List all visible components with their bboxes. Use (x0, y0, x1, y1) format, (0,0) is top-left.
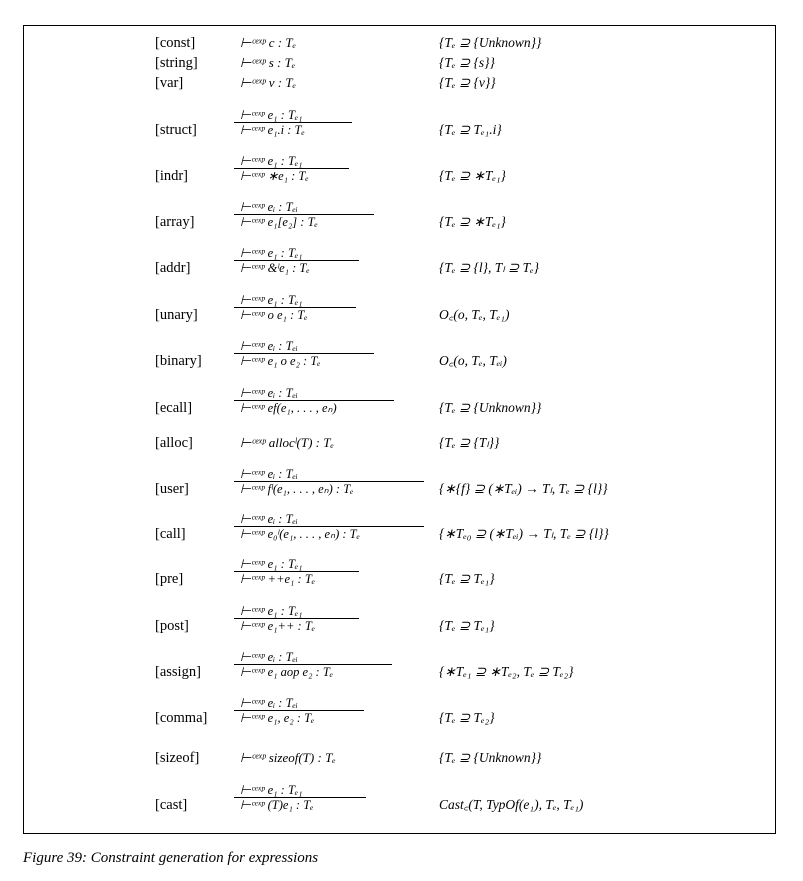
rule-premise: ⊢ᶜᵉˣᵖ e₁ : Tₑ₁ (240, 246, 303, 260)
rule-premise: ⊢ᶜᵉˣᵖ eᵢ : Tₑᵢ (240, 512, 298, 526)
rule-premise: ⊢ᶜᵉˣᵖ eᵢ : Tₑᵢ (240, 386, 298, 400)
rule-constraint: Cast꜀(T, TypOf(e₁), Tₑ, Tₑ₁) (439, 797, 584, 812)
inference-rule (234, 650, 392, 679)
rule-conclusion: ⊢ᶜᵉˣᵖ e₁, e₂ : Tₑ (240, 711, 315, 725)
rule-label: [pre] (155, 571, 184, 587)
rule-conclusion: ⊢ᶜᵉˣᵖ c : Tₑ (240, 35, 296, 50)
rule-conclusion: ⊢ᶜᵉˣᵖ e₁.i : Tₑ (240, 123, 305, 137)
inference-rule (234, 512, 424, 541)
rule-constraint: {∗Tₑ₀ ⊇ (∗Tₑᵢ) → Tₗ, Tₑ ⊇ {l}} (439, 526, 609, 541)
rule-constraint: {Tₑ ⊇ Tₑ₁} (439, 618, 495, 633)
rule-conclusion: ⊢ᶜᵉˣᵖ ∗e₁ : Tₑ (240, 169, 309, 183)
rule-row-indr (24, 154, 775, 184)
rule-row-assign (24, 650, 775, 680)
rule-premise: ⊢ᶜᵉˣᵖ eᵢ : Tₑᵢ (240, 467, 298, 481)
rule-constraint: {Tₑ ⊇ {s}} (439, 55, 495, 70)
rule-premise: ⊢ᶜᵉˣᵖ eᵢ : Tₑᵢ (240, 696, 298, 710)
rule-conclusion: ⊢ᶜᵉˣᵖ e₀ˡ(e₁, . . . , eₙ) : Tₑ (240, 527, 360, 541)
rule-conclusion: ⊢ᶜᵉˣᵖ sizeof(T) : Tₑ (240, 750, 336, 765)
inference-rule (234, 293, 356, 322)
rule-row-sizeof (24, 750, 775, 766)
rule-label: [indr] (155, 168, 189, 184)
rule-constraint: {Tₑ ⊇ Tₑ₁.i} (439, 122, 502, 137)
rule-constraint: {Tₑ ⊇ ∗Tₑ₁} (439, 168, 506, 183)
rule-label: [string] (155, 55, 198, 71)
rule-conclusion: ⊢ᶜᵉˣᵖ v : Tₑ (240, 75, 296, 90)
rule-constraint: {Tₑ ⊇ {l}, Tₗ ⊇ Tₑ} (439, 260, 540, 275)
rule-conclusion: ⊢ᶜᵉˣᵖ (T)e₁ : Tₑ (240, 798, 314, 812)
inference-rule (234, 339, 374, 368)
inference-rule (234, 696, 364, 725)
rule-row-struct (24, 108, 775, 138)
rule-row-unary (24, 293, 775, 323)
rule-constraint: {Tₑ ⊇ {Tₗ}} (439, 435, 500, 450)
rule-row-call (24, 512, 775, 542)
rule-conclusion: ⊢ᶜᵉˣᵖ ++e₁ : Tₑ (240, 572, 316, 586)
rule-constraint: {∗{f} ⊇ (∗Tₑᵢ) → Tₗ, Tₑ ⊇ {l}} (439, 481, 608, 496)
inference-rule (234, 108, 352, 137)
inference-rule (234, 246, 359, 275)
rule-premise: ⊢ᶜᵉˣᵖ eᵢ : Tₑᵢ (240, 339, 298, 353)
inference-rule (234, 154, 349, 183)
rule-label: [cast] (155, 797, 188, 813)
rule-conclusion: ⊢ᶜᵉˣᵖ allocˡ(T) : Tₑ (240, 435, 334, 450)
rule-label: [call] (155, 526, 186, 542)
rule-premise: ⊢ᶜᵉˣᵖ e₁ : Tₑ₁ (240, 557, 303, 571)
rule-constraint: {Tₑ ⊇ {Unknown}} (439, 400, 542, 415)
rule-constraint: {Tₑ ⊇ {v}} (439, 75, 496, 90)
inference-rule (234, 386, 394, 415)
rule-row-cast (24, 783, 775, 813)
rule-row-var (24, 75, 775, 91)
rule-row-binary (24, 339, 775, 369)
rule-label: [comma] (155, 710, 208, 726)
rule-label: [ecall] (155, 400, 193, 416)
rule-row-string (24, 55, 775, 71)
rule-constraint: {∗Tₑ₁ ⊇ ∗Tₑ₂, Tₑ ⊇ Tₑ₂} (439, 664, 574, 679)
rule-row-post (24, 604, 775, 634)
figure-caption: Figure 39: Constraint generation for expressions (23, 850, 319, 866)
rule-row-addr (24, 246, 775, 276)
rule-conclusion: ⊢ᶜᵉˣᵖ o e₁ : Tₑ (240, 308, 308, 322)
rule-conclusion: ⊢ᶜᵉˣᵖ e₁++ : Tₑ (240, 619, 316, 633)
rule-label: [var] (155, 75, 184, 91)
rule-label: [alloc] (155, 435, 193, 451)
rule-constraint: {Tₑ ⊇ Tₑ₁} (439, 571, 495, 586)
rule-conclusion: ⊢ᶜᵉˣᵖ e₁[e₂] : Tₑ (240, 215, 318, 229)
rule-row-array (24, 200, 775, 230)
rule-conclusion: ⊢ᶜᵉˣᵖ e₁ o e₂ : Tₑ (240, 354, 321, 368)
inference-rule (234, 604, 359, 633)
rule-constraint: {Tₑ ⊇ {Unknown}} (439, 750, 542, 765)
inference-rule (234, 783, 366, 812)
rule-conclusion: ⊢ᶜᵉˣᵖ s : Tₑ (240, 55, 296, 70)
rule-premise: ⊢ᶜᵉˣᵖ e₁ : Tₑ₁ (240, 783, 303, 797)
rule-premise: ⊢ᶜᵉˣᵖ e₁ : Tₑ₁ (240, 293, 303, 307)
rule-label: [assign] (155, 664, 201, 680)
rule-label: [array] (155, 214, 195, 230)
rule-label: [binary] (155, 353, 202, 369)
rule-constraint: O꜀(o, Tₑ, Tₑᵢ) (439, 353, 507, 368)
rule-conclusion: ⊢ᶜᵉˣᵖ fˡ(e₁, . . . , eₙ) : Tₑ (240, 482, 354, 496)
rule-label: [sizeof] (155, 750, 200, 766)
rule-label: [user] (155, 481, 189, 497)
inference-rule (234, 557, 359, 586)
rule-conclusion: ⊢ᶜᵉˣᵖ ef(e₁, . . . , eₙ) (240, 401, 337, 415)
rule-conclusion: ⊢ᶜᵉˣᵖ e₁ aop e₂ : Tₑ (240, 665, 334, 679)
rule-conclusion: ⊢ᶜᵉˣᵖ &ˡe₁ : Tₑ (240, 261, 310, 275)
inference-rule (234, 200, 374, 229)
rule-premise: ⊢ᶜᵉˣᵖ e₁ : Tₑ₁ (240, 604, 303, 618)
rule-label: [unary] (155, 307, 198, 323)
rule-row-alloc (24, 435, 775, 451)
rule-row-user (24, 467, 775, 497)
rule-premise: ⊢ᶜᵉˣᵖ e₁ : Tₑ₁ (240, 108, 303, 122)
rule-label: [struct] (155, 122, 197, 138)
rule-row-const (24, 35, 775, 51)
rule-premise: ⊢ᶜᵉˣᵖ eᵢ : Tₑᵢ (240, 200, 298, 214)
rule-constraint: O꜀(o, Tₑ, Tₑ₁) (439, 307, 510, 322)
rule-premise: ⊢ᶜᵉˣᵖ eᵢ : Tₑᵢ (240, 650, 298, 664)
rule-label: [post] (155, 618, 189, 634)
figure-frame (23, 25, 776, 834)
rule-constraint: {Tₑ ⊇ Tₑ₂} (439, 710, 495, 725)
rule-constraint: {Tₑ ⊇ {Unknown}} (439, 35, 542, 50)
rule-label: [const] (155, 35, 196, 51)
rule-premise: ⊢ᶜᵉˣᵖ e₁ : Tₑ₁ (240, 154, 303, 168)
rule-constraint: {Tₑ ⊇ ∗Tₑ₁} (439, 214, 506, 229)
rule-row-ecall (24, 386, 775, 416)
rule-row-comma (24, 696, 775, 726)
rule-label: [addr] (155, 260, 191, 276)
inference-rule (234, 467, 424, 496)
rule-row-pre (24, 557, 775, 587)
